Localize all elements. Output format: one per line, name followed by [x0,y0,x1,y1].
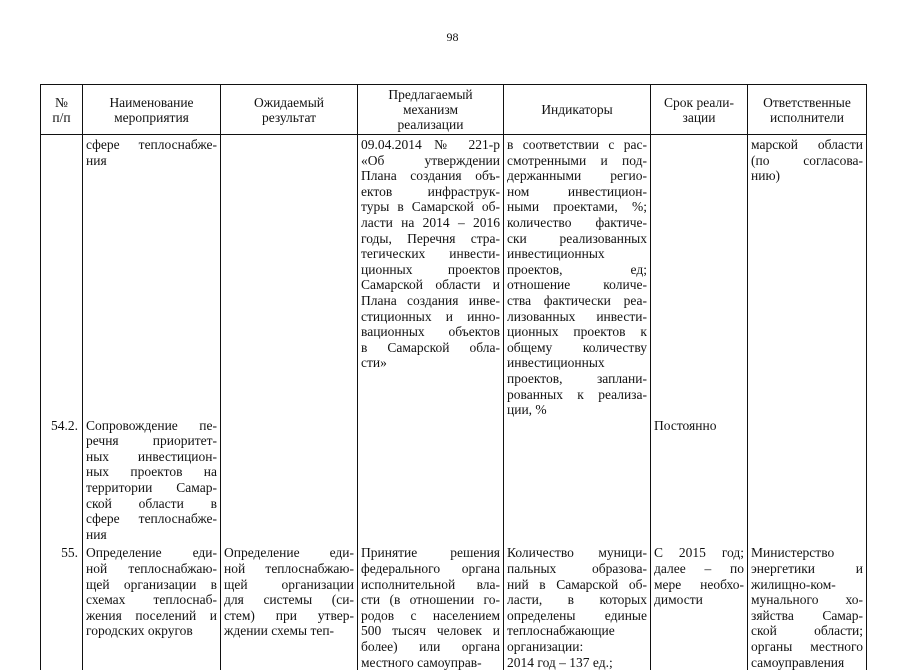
cell-text-line: ласти на 2014 – 2016 [361,215,500,231]
cell-text-line: годы, Перечня стра- [361,231,500,247]
header-text: Ожидаемый [254,95,324,110]
cell-text-line: марской области [751,137,863,153]
cell-text-line: димости [654,592,744,608]
cell-text-line: сфере теплоснабже- [86,137,217,153]
table-header-row [41,85,867,135]
cell-text-line: рованных к реализа- [507,387,647,403]
cell-text-line: Принятие решения [361,545,500,561]
cell-text-line: ных проектов на [86,464,217,480]
table-body [41,135,867,670]
cell-text-line: жения поселений и [86,608,217,624]
cell-text-line: Количество муници- [507,545,647,561]
col-number-cell [41,542,83,670]
header-text: исполнители [770,110,844,125]
measures-table [40,84,867,670]
cell-text-line: ектов инфраструк- [361,184,500,200]
cell-text-line: далее – по [654,561,744,577]
cell-text-line: ных инвестицион- [86,449,217,465]
cell-text-line: городских округов [86,623,217,639]
col-deadline-cell [651,542,748,670]
col-expected-result-cell [221,542,358,670]
cell-text-line: ной теплоснабжаю- [86,561,217,577]
cell-text-line: Определение еди- [86,545,217,561]
cell-text-line: Плана создания объ- [361,168,500,184]
col-executors-cell [748,418,867,543]
cell-text-line: местного самоуправ- [361,655,500,670]
header-text: реализации [398,117,464,132]
cell-text-line: 55. [44,545,78,561]
cell-text-line: федерального органа [361,561,500,577]
cell-text-line: родов с населением [361,608,500,624]
col-mechanism-cell [358,135,504,418]
cell-text-line: Самарской области и [361,277,500,293]
cell-text-line: Сопровождение пе- [86,418,217,434]
cell-text-line: ски реализованных [507,231,647,247]
cell-text-line: органы местного [751,639,863,655]
cell-text-line: в соответствии с рас- [507,137,647,153]
col-expected-result-header [221,85,358,135]
header-text: мероприятия [114,110,189,125]
col-executors-cell [748,542,867,670]
cell-text-line: нию) [751,168,863,184]
cell-text-line: самоуправления [751,655,863,670]
cell-text-line: количество фактиче- [507,215,647,231]
header-text: № [55,95,68,110]
header-text: Индикаторы [541,102,612,117]
col-measure-name-cell [83,135,221,418]
cell-text-line: исполнительной вла- [361,577,500,593]
cell-text-line: Постоянно [654,418,744,434]
cell-text-line: 2014 год – 137 ед.; [507,655,647,670]
cell-text-line: ции, % [507,402,647,418]
col-executors-header [748,85,867,135]
cell-text-line: стем) при утвер- [224,608,354,624]
cell-text-line: ской области; [751,623,863,639]
cell-text-line: туры в Самарской об- [361,199,500,215]
cell-text-line: для системы (си- [224,592,354,608]
cell-text-line: схемах теплоснаб- [86,592,217,608]
cell-text-line: ционных проектов [361,262,500,278]
cell-text-line: в Самарской обла- [361,340,500,356]
cell-text-line: определены единые [507,608,647,624]
cell-text-line: инвестиционных [507,355,647,371]
cell-text-line: ными проектами, %; [507,199,647,215]
cell-text-line: сти (в отношении го- [361,592,500,608]
cell-text-line: Плана создания инве- [361,293,500,309]
cell-text-line: сфере теплоснабже- [86,511,217,527]
cell-text-line: пальных образова- [507,561,647,577]
cell-text-line: ний в Самарской об- [507,577,647,593]
col-measure-name-cell [83,418,221,543]
col-number-header [41,85,83,135]
table-row [41,135,867,418]
col-measure-name-header [83,85,221,135]
col-deadline-cell [651,135,748,418]
col-number-cell [41,135,83,418]
header-text: п/п [52,110,70,125]
col-number-cell [41,418,83,543]
cell-text-line: ства фактически реа- [507,293,647,309]
cell-text-line: смотренными и под- [507,153,647,169]
cell-text-line: мере необхо- [654,577,744,593]
cell-text-line: Определение еди- [224,545,354,561]
col-expected-result-cell [221,135,358,418]
cell-text-line: тегических инвести- [361,246,500,262]
cell-text-line: ской области в [86,496,217,512]
cell-text-line: территории Самар- [86,480,217,496]
cell-text-line: С 2015 год; [654,545,744,561]
header-text: Ответственные [763,95,851,110]
cell-text-line: проектов, заплани- [507,371,647,387]
col-mechanism-cell [358,542,504,670]
col-expected-result-cell [221,418,358,543]
cell-text-line: сти» [361,355,500,371]
cell-text-line: более) или органа [361,639,500,655]
table-row [41,542,867,670]
cell-text-line: инвестиционных [507,246,647,262]
cell-text-line: (по согласова- [751,153,863,169]
cell-text-line: Министерство [751,545,863,561]
cell-text-line: щей организации [224,577,354,593]
cell-text-line: ния [86,153,217,169]
cell-text-line: проектов, ед; [507,262,647,278]
cell-text-line: зяйства Самар- [751,608,863,624]
cell-text-line: теплоснабжающие [507,623,647,639]
cell-text-line: держанными регио- [507,168,647,184]
col-indicators-cell [504,135,651,418]
cell-text-line: энергетики и [751,561,863,577]
table-row [41,418,867,543]
cell-text-line: ном инвестицион- [507,184,647,200]
cell-text-line: вационных объектов [361,324,500,340]
col-measure-name-cell [83,542,221,670]
cell-text-line: мунального хо- [751,592,863,608]
col-mechanism-header [358,85,504,135]
header-text: зации [683,110,716,125]
cell-text-line: ждении схемы теп- [224,623,354,639]
cell-text-line: 500 тысяч человек и [361,623,500,639]
cell-text-line: ной теплоснабжаю- [224,561,354,577]
cell-text-line: организации: [507,639,647,655]
col-indicators-cell [504,542,651,670]
cell-text-line: «Об утверждении [361,153,500,169]
page-number: 98 [0,30,905,45]
cell-text-line: 09.04.2014 № 221-р [361,137,500,153]
col-deadline-header [651,85,748,135]
header-text: Наименование [109,95,193,110]
col-indicators-header [504,85,651,135]
header-text: механизм [403,102,458,117]
cell-text-line: общему количеству [507,340,647,356]
col-mechanism-cell [358,418,504,543]
header-text: Срок реали- [664,95,734,110]
cell-text-line: стиционных и инно- [361,309,500,325]
cell-text-line: отношение количе- [507,277,647,293]
cell-text-line: речня приоритет- [86,433,217,449]
cell-text-line: ционных проектов к [507,324,647,340]
col-executors-cell [748,135,867,418]
cell-text-line: ласти, в которых [507,592,647,608]
cell-text-line: щей организации в [86,577,217,593]
header-text: Предлагаемый [388,87,472,102]
col-deadline-cell [651,418,748,543]
cell-text-line: жилищно-ком- [751,577,863,593]
cell-text-line: лизованных инвести- [507,309,647,325]
cell-text-line: 54.2. [44,418,78,434]
header-text: результат [262,110,316,125]
cell-text-line: ния [86,527,217,543]
col-indicators-cell [504,418,651,543]
